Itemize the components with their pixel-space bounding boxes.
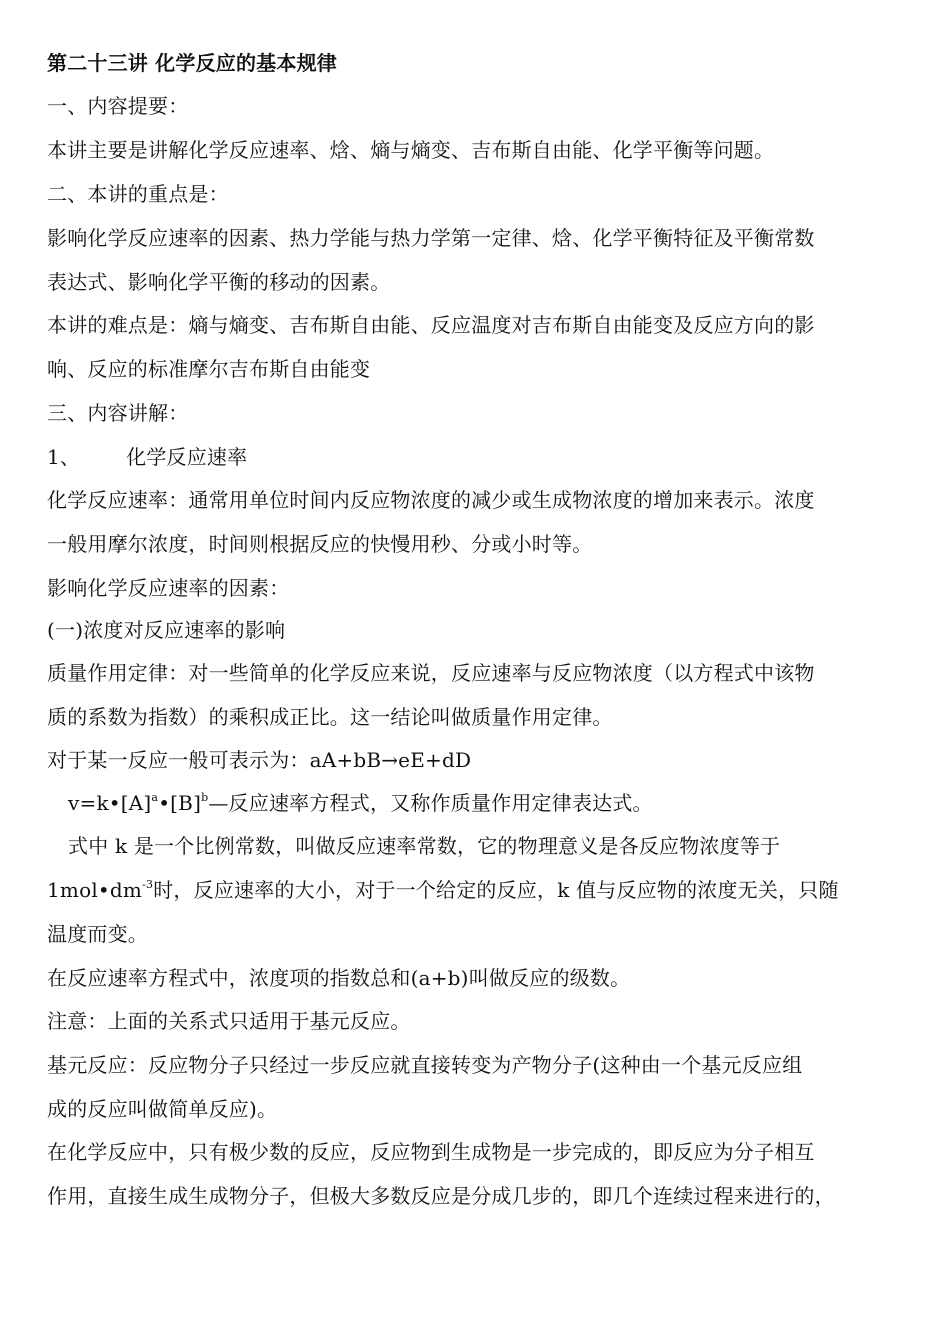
unit-text: 1mol•dm [47, 878, 143, 902]
rate-constant-explanation-text: 时，反应速率的大小，对于一个给定的反应，k 值与反应物的浓度无关，只随 [153, 878, 839, 902]
item-1-number: 1、 [47, 445, 81, 469]
subsection-concentration-heading: (一)浓度对反应速率的影响 [47, 618, 286, 642]
rate-constant-explanation-line-2 [47, 877, 839, 903]
exponent-b: b [201, 791, 209, 804]
section-heading-content: 三、内容讲解： [47, 401, 189, 425]
reaction-process-line-2: 作用，直接生成生成物分子，但极大多数反应是分成几步的，即几个连续过程来进行的， [47, 1184, 835, 1208]
reaction-order-text: 在反应速率方程式中，浓度项的指数总和(a+b)叫做反应的级数。 [47, 966, 631, 990]
rate-equation [68, 790, 653, 816]
rate-constant-explanation-line-1: 式中 k 是一个比例常数，叫做反应速率常数，它的物理意义是各反应物浓度等于 [68, 834, 781, 858]
mass-action-law-line-1: 质量作用定律：对一些简单的化学反应来说，反应速率与反应物浓度（以方程式中该物 [47, 661, 815, 685]
reaction-process-line-1: 在化学反应中，只有极少数的反应，反应物到生成物是一步完成的，即反应为分子相互 [47, 1140, 815, 1164]
rate-equation-part-1: v=k•[A] [68, 791, 152, 815]
section-heading-summary: 一、内容提要： [47, 94, 189, 118]
elementary-reaction-line-2: 成的反应叫做简单反应)。 [47, 1097, 278, 1121]
unit-exponent: -3 [142, 878, 154, 891]
item-1-heading [47, 444, 247, 470]
mass-action-law-line-2: 质的系数为指数）的乘积成正比。这一结论叫做质量作用定律。 [47, 705, 613, 729]
summary-text: 本讲主要是讲解化学反应速率、焓、熵与熵变、吉布斯自由能、化学平衡等问题。 [47, 138, 775, 162]
difficult-points-line-1: 本讲的难点是：熵与熵变、吉布斯自由能、反应温度对吉布斯自由能变及反应方向的影 [47, 313, 815, 337]
section-heading-key-points: 二、本讲的重点是： [47, 182, 229, 206]
lecture-title: 第二十三讲 化学反应的基本规律 [47, 51, 337, 75]
factors-heading: 影响化学反应速率的因素： [47, 576, 290, 600]
key-points-line-1: 影响化学反应速率的因素、热力学能与热力学第一定律、焓、化学平衡特征及平衡常数 [47, 226, 815, 250]
rate-definition-line-1: 化学反应速率：通常用单位时间内反应物浓度的减少或生成物浓度的增加来表示。浓度 [47, 488, 815, 512]
rate-definition-line-2: 一般用摩尔浓度，时间则根据反应的快慢用秒、分或小时等。 [47, 532, 593, 556]
rate-constant-explanation-line-3: 温度而变。 [47, 922, 148, 946]
rate-equation-part-2: •[B] [158, 791, 202, 815]
exponent-a: a [151, 791, 159, 804]
rate-equation-part-3: —反应速率方程式，又称作质量作用定律表达式。 [208, 791, 653, 815]
item-1-title: 化学反应速率 [126, 445, 248, 469]
key-points-line-2: 表达式、影响化学平衡的移动的因素。 [47, 270, 391, 294]
difficult-points-line-2: 响、反应的标准摩尔吉布斯自由能变 [47, 357, 371, 381]
note-text: 注意：上面的关系式只适用于基元反应。 [47, 1009, 411, 1033]
elementary-reaction-line-1: 基元反应：反应物分子只经过一步反应就直接转变为产物分子(这种由一个基元反应组 [47, 1053, 803, 1077]
general-reaction-equation: 对于某一反应一般可表示为：aA+bB→eE+dD [47, 748, 472, 772]
